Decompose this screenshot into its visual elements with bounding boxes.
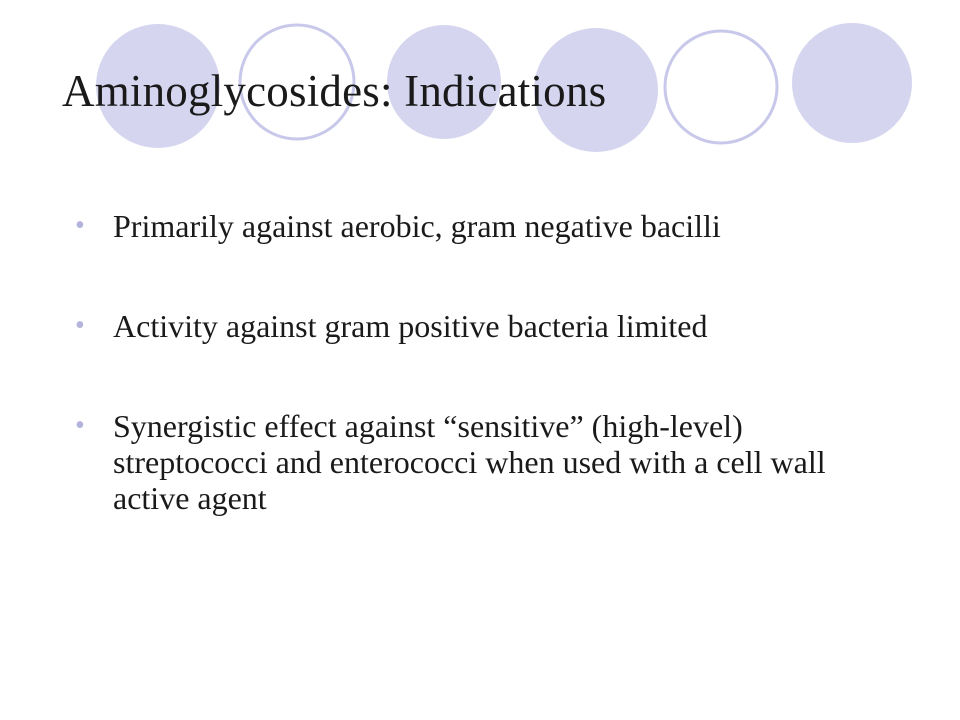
bullet-dot-icon: • bbox=[75, 210, 85, 241]
bullet-text: Primarily against aerobic, gram negative bacilli bbox=[113, 208, 721, 244]
bullet-item bbox=[75, 408, 855, 516]
circle-outline-2 bbox=[665, 31, 777, 143]
bullet-item bbox=[75, 208, 855, 244]
bullet-text: Synergistic effect against “sensitive” (high-level) streptococci and enterococci when used with a cell wall active agent bbox=[113, 408, 826, 516]
slide-title: Aminoglycosides: Indications bbox=[62, 66, 607, 116]
bullet-dot-icon: • bbox=[75, 410, 85, 441]
bullet-dot-icon: • bbox=[75, 310, 85, 341]
bullet-text: Activity against gram positive bacteria limited bbox=[113, 308, 708, 344]
bullet-list bbox=[75, 208, 855, 580]
bullet-item bbox=[75, 308, 855, 344]
circle-filled-4 bbox=[792, 23, 912, 143]
